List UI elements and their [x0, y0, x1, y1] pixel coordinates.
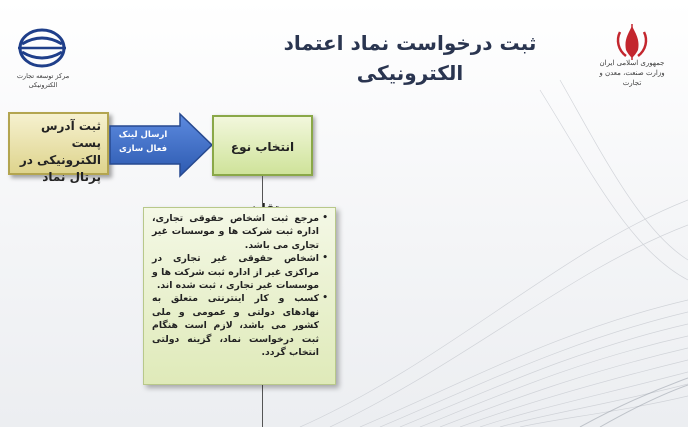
iran-emblem-icon [612, 22, 652, 62]
step-select-applicant-type: انتخاب نوع [212, 115, 313, 176]
center-name: مرکز توسعه تجارت الکترونیکی [16, 72, 70, 89]
ministry-line-2: وزارت صنعت، معدن و تجارت [599, 69, 665, 87]
page-title: ثبت درخواست نماد اعتماد الکترونیکی [283, 31, 537, 85]
note-item: • مرجع ثبت اشخاص حقوقی تجاری، اداره ثبت شرکت ها و موسسات غیر تجاری می باشد. [152, 212, 319, 252]
ministry-line-1: جمهوری اسلامی ایران [599, 59, 665, 67]
ministry-name [592, 58, 672, 88]
applicant-type-notes [143, 207, 336, 385]
step-register-email: ثبت آدرس پست الکترونیکی در پرتال نماد [8, 112, 109, 175]
note-item: • اشخاص حقوقی غیر تجاری در مراکزی غیر از اداره ثبت شرکت ها و موسسات غیر تجاری ، ثبت شده اند. [152, 252, 319, 292]
arrow-label: ارسال لینک فعال سازی [118, 130, 168, 154]
note-item: • کسب و کار اینترنتی متعلق به نهادهای دولتی و عمومی و ملی کشور می باشد، لازم است هنگام ثبت درخواست نماد، گزینه دولتی انتخاب گردد. [152, 292, 319, 359]
center-logo [16, 26, 68, 72]
